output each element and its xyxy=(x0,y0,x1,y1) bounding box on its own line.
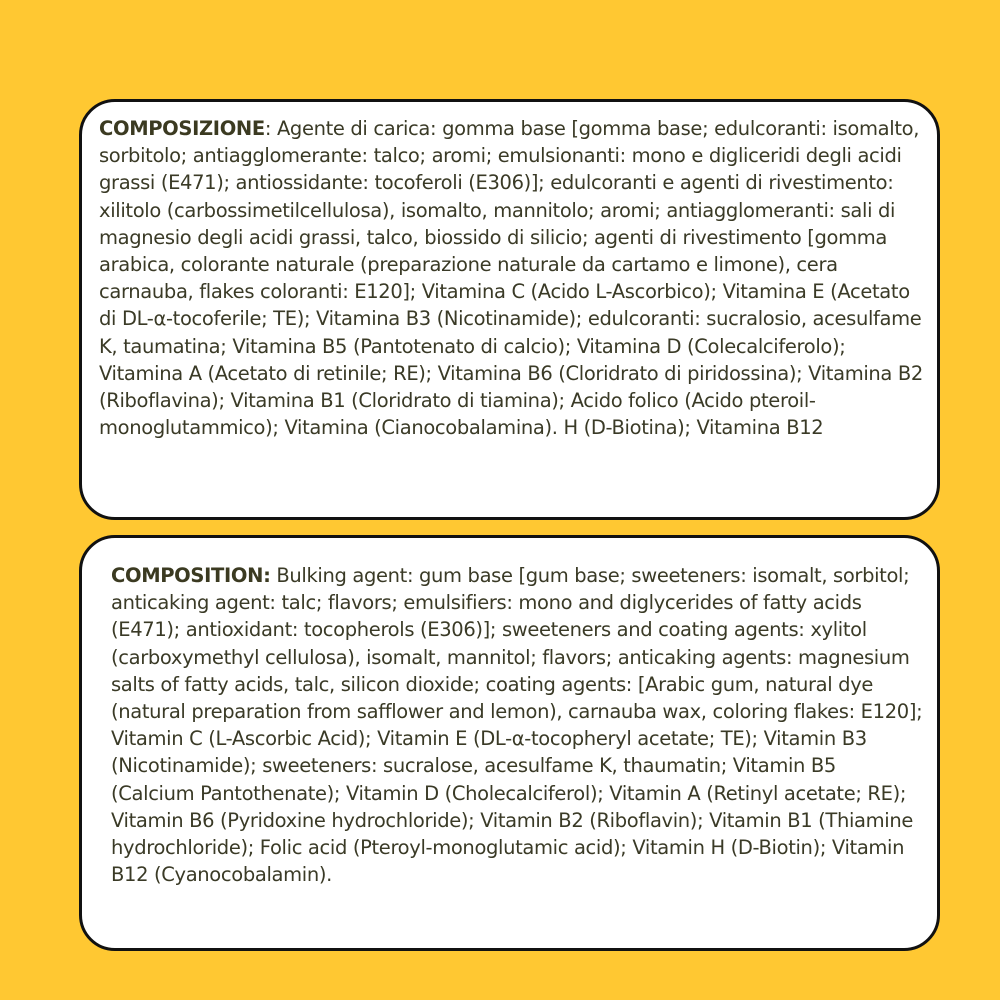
italian-composition-body: : Agente di carica: gomma base [gomma base; edulcoranti: isomalto, sorbitolo; antiagglomerante: talco; aromi; emulsionanti: mono e digliceridi degli acidi grassi (E471); antiossidante: tocoferoli (E306)]; edulcoranti e agenti di rivestimento: xilitolo (carbossimetilcellulosa), isomalto, mannitolo; aromi; antiagglomeranti: sali di magnesio degli acidi grassi, talco, biossido di silicio; agenti di rivestimento [gomma arabica, colorante naturale (preparazione naturale da cartamo e limone), cera carnauba, flakes coloranti: E120]; Vitamina C (Acido L-Ascorbico); Vitamina E (Acetato di DL-α-tocoferile; TE); Vitamina B3 (Nicotinamide); edulcoranti: sucralosio, acesulfame K, taumatina; Vitamina B5 (Pantotenato di calcio); Vitamina D (Colecalciferolo); Vitamina A (Acetato di retinile; RE); Vitamina B6 (Cloridrato di piridossina); Vitamina B2 (Riboflavina); Vitamina B1 (Cloridrato di tiamina); Acido folico (Acido pteroil-monoglutammico); Vitamina (Cianocobalamina). H (D-Biotina); Vitamina B12 xyxy=(99,117,923,440)
english-composition-card xyxy=(79,535,940,951)
italian-composition-card xyxy=(79,99,940,520)
italian-composition-heading: COMPOSIZIONE xyxy=(99,117,265,140)
english-composition-body: Bulking agent: gum base [gum base; sweeteners: isomalt, sorbitol; anticaking agent: talc; flavors; emulsifiers: mono and diglycerides of fatty acids (E471); antioxidant: tocopherols (E306)]; sweeteners and coating agents: xylitol (carboxymethyl cellulosa), isomalt, mannitol; flavors; anticaking agents: magnesium salts of fatty acids, talc, silicon dioxide; coating agents: [Arabic gum, natural dye (natural preparation from safflower and lemon), carnauba wax, coloring flakes: E120]; Vitamin C (L-Ascorbic Acid); Vitamin E (DL-α-tocopheryl acetate; TE); Vitamin B3 (Nicotinamide); sweeteners: sucralose, acesulfame K, thaumatin; Vitamin B5 (Calcium Pantothenate); Vitamin D (Cholecalciferol); Vitamin A (Retinyl acetate; RE); Vitamin B6 (Pyridoxine hydrochloride); Vitamin B2 (Riboflavin); Vitamin B1 (Thiamine hydrochloride); Folic acid (Pteroyl-monoglutamic acid); Vitamin H (D-Biotin); Vitamin B12 (Cyanocobalamin). xyxy=(111,564,923,887)
italian-composition-text xyxy=(99,115,923,441)
english-composition-heading: COMPOSITION: xyxy=(111,564,271,587)
english-composition-text xyxy=(111,562,925,888)
